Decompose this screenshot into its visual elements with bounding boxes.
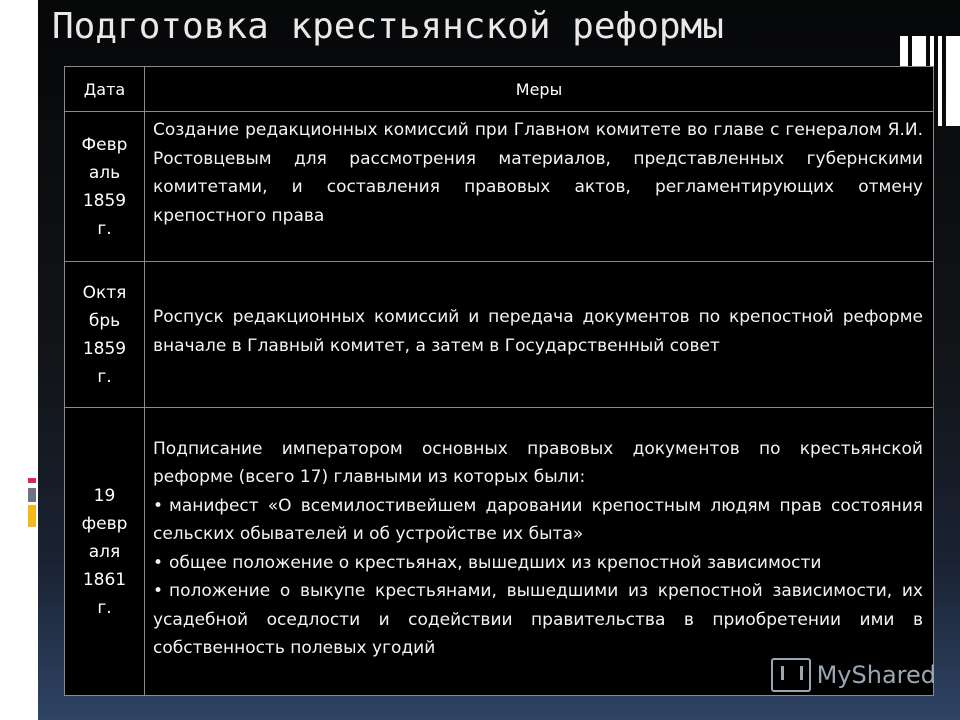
measure-cell <box>145 408 934 696</box>
date-cell: Октя брь 1859 г. <box>65 262 145 408</box>
bullet-item: • манифест «О всемилостивейшем даровании крепостным людям прав состояния сельских обывателей и об устройстве их быта» <box>153 492 923 549</box>
red-accent-bar <box>28 478 36 483</box>
header-measures: Меры <box>145 67 934 112</box>
bullet-icon: • <box>153 495 164 516</box>
date-cell: Февр аль 1859 г. <box>65 112 145 262</box>
left-white-strip <box>0 0 38 720</box>
gray-accent-bar <box>28 488 36 502</box>
table-header-row <box>65 67 934 112</box>
measure-intro: Подписание императором основных правовых документов по крестьянской реформе (всего 17) главными из которых были: <box>153 438 923 487</box>
header-date: Дата <box>65 67 145 112</box>
page-title: Подготовка крестьянской реформы <box>52 6 724 47</box>
table-row <box>65 262 934 408</box>
reform-table <box>64 66 934 696</box>
mysharelogo-icon <box>771 658 811 692</box>
bullet-icon: • <box>153 581 164 601</box>
table-row <box>65 408 934 696</box>
table-row <box>65 112 934 262</box>
measure-cell: Роспуск редакционных комиссий и передача документов по крепостной реформе вначале в Главный комитет, а затем в Государственный совет <box>145 262 934 408</box>
bullet-icon: • <box>153 552 164 573</box>
date-cell: 19 февр аля 1861 г. <box>65 408 145 696</box>
yellow-accent-bar <box>28 505 36 527</box>
measure-cell: Создание редакционных комиссий при Главном комитете во главе с генералом Я.И. Ростовцевым для рассмотрения материалов, представленных губернскими комитетами, и составления правовых актов, регламентирующих отмену крепостного права <box>145 112 934 262</box>
watermark <box>771 658 936 692</box>
watermark-text: MyShared <box>816 661 936 689</box>
bullet-item: • общее положение о крестьянах, вышедших из крепостной зависимости <box>153 549 923 578</box>
bullet-item: • положение о выкупе крестьянами, вышедшими из крепостной зависимости, их усадебной оседлости и содействии правительства в приобретении ими в собственность полевых угодий <box>153 577 923 663</box>
